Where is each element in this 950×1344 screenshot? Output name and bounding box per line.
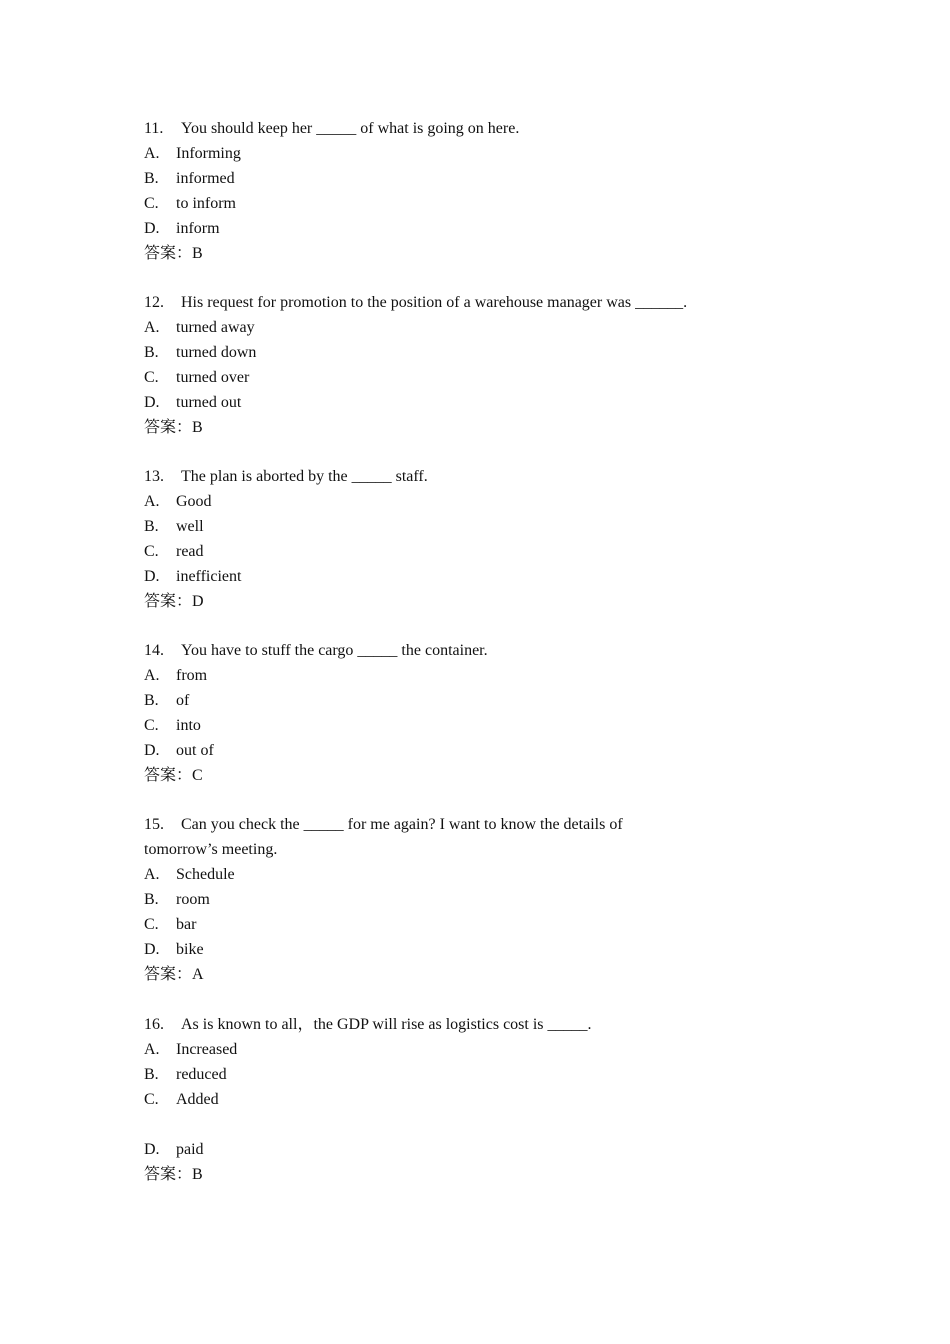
option-a xyxy=(144,489,784,514)
answer-value: C xyxy=(192,767,203,784)
option-text: to inform xyxy=(176,195,236,212)
answer-value: D xyxy=(192,593,204,610)
option-letter: C. xyxy=(144,717,159,734)
option-b xyxy=(144,166,784,191)
answer-line xyxy=(144,241,784,266)
option-letter: B. xyxy=(144,170,159,187)
option-letter: D. xyxy=(144,568,160,585)
question-text: His request for promotion to the position of a warehouse manager was ______. xyxy=(181,294,688,311)
option-letter: D. xyxy=(144,742,160,759)
question-number: 14. xyxy=(144,642,164,659)
answer-line xyxy=(144,962,784,987)
option-letter: A. xyxy=(144,319,160,336)
answer-value: B xyxy=(192,245,203,262)
option-b xyxy=(144,1062,784,1087)
question-13 xyxy=(144,464,784,614)
option-d xyxy=(144,216,784,241)
option-letter: B. xyxy=(144,891,159,908)
question-number: 16. xyxy=(144,1016,164,1033)
option-letter: D. xyxy=(144,394,160,411)
option-text: Informing xyxy=(176,145,241,162)
option-a xyxy=(144,1037,784,1062)
option-d xyxy=(144,937,784,962)
option-c xyxy=(144,365,784,390)
option-letter: C. xyxy=(144,195,159,212)
answer-label: 答案： xyxy=(144,593,193,610)
answer-line xyxy=(144,763,784,788)
option-text: read xyxy=(176,543,204,560)
option-text: Good xyxy=(176,493,212,510)
answer-value: B xyxy=(192,1166,203,1183)
option-c xyxy=(144,912,784,937)
option-b xyxy=(144,688,784,713)
option-letter: D. xyxy=(144,220,160,237)
answer-value: A xyxy=(192,966,204,983)
option-letter: B. xyxy=(144,692,159,709)
option-letter: B. xyxy=(144,344,159,361)
option-b xyxy=(144,514,784,539)
question-16 xyxy=(144,1012,784,1187)
option-text: turned down xyxy=(176,344,257,361)
option-c xyxy=(144,539,784,564)
answer-line xyxy=(144,1162,784,1187)
option-b xyxy=(144,887,784,912)
option-text: turned away xyxy=(176,319,255,336)
option-a xyxy=(144,663,784,688)
question-stem xyxy=(144,638,784,663)
answer-label: 答案： xyxy=(144,767,193,784)
option-letter: A. xyxy=(144,667,160,684)
question-15 xyxy=(144,812,784,987)
option-letter: D. xyxy=(144,1141,160,1158)
option-a xyxy=(144,141,784,166)
option-d xyxy=(144,738,784,763)
question-number: 11. xyxy=(144,120,164,137)
question-text: Can you check the _____ for me again? I want to know the details of xyxy=(181,816,623,833)
option-letter: A. xyxy=(144,145,160,162)
option-letter: B. xyxy=(144,1066,159,1083)
option-text: out of xyxy=(176,742,214,759)
option-letter: B. xyxy=(144,518,159,535)
answer-label: 答案： xyxy=(144,966,193,983)
option-text: turned over xyxy=(176,369,250,386)
option-text: turned out xyxy=(176,394,242,411)
option-letter: C. xyxy=(144,916,159,933)
answer-label: 答案： xyxy=(144,419,193,436)
option-d xyxy=(144,390,784,415)
question-stem xyxy=(144,116,784,141)
question-text: The plan is aborted by the _____ staff. xyxy=(181,468,428,485)
option-text: Schedule xyxy=(176,866,235,883)
question-text: tomorrow’s meeting. xyxy=(144,841,278,858)
question-stem xyxy=(144,464,784,489)
option-text: inefficient xyxy=(176,568,242,585)
option-a xyxy=(144,315,784,340)
question-stem xyxy=(144,1012,784,1037)
answer-value: B xyxy=(192,419,203,436)
question-number: 13. xyxy=(144,468,164,485)
option-text: paid xyxy=(176,1141,204,1158)
option-letter: D. xyxy=(144,941,160,958)
option-letter: C. xyxy=(144,543,159,560)
question-14 xyxy=(144,638,784,788)
question-stem xyxy=(144,290,784,315)
option-c xyxy=(144,191,784,216)
option-letter: C. xyxy=(144,369,159,386)
option-letter: A. xyxy=(144,493,160,510)
option-letter: A. xyxy=(144,1041,160,1058)
option-text: well xyxy=(176,518,204,535)
question-stem xyxy=(144,812,784,837)
option-a xyxy=(144,862,784,887)
option-c xyxy=(144,1087,784,1112)
option-text: reduced xyxy=(176,1066,227,1083)
option-text: Increased xyxy=(176,1041,238,1058)
question-number: 15. xyxy=(144,816,164,833)
blank-spacer xyxy=(144,1112,784,1137)
option-d xyxy=(144,564,784,589)
question-stem-continuation xyxy=(144,837,784,862)
option-text: bar xyxy=(176,916,197,933)
option-letter: C. xyxy=(144,1091,159,1108)
question-text: As is known to all，the GDP will rise as logistics cost is _____. xyxy=(181,1016,592,1033)
option-letter: A. xyxy=(144,866,160,883)
option-text: room xyxy=(176,891,210,908)
option-text: of xyxy=(176,692,190,709)
option-b xyxy=(144,340,784,365)
question-text: You have to stuff the cargo _____ the container. xyxy=(181,642,488,659)
answer-label: 答案： xyxy=(144,1166,193,1183)
option-text: bike xyxy=(176,941,204,958)
option-c xyxy=(144,713,784,738)
question-text: You should keep her _____ of what is going on here. xyxy=(181,120,520,137)
option-text: inform xyxy=(176,220,220,237)
question-12 xyxy=(144,290,784,440)
option-text: into xyxy=(176,717,201,734)
option-text: informed xyxy=(176,170,235,187)
option-text: Added xyxy=(176,1091,219,1108)
question-number: 12. xyxy=(144,294,164,311)
option-d xyxy=(144,1137,784,1162)
answer-label: 答案： xyxy=(144,245,193,262)
question-11 xyxy=(144,116,784,266)
answer-line xyxy=(144,415,784,440)
answer-line xyxy=(144,589,784,614)
option-text: from xyxy=(176,667,208,684)
